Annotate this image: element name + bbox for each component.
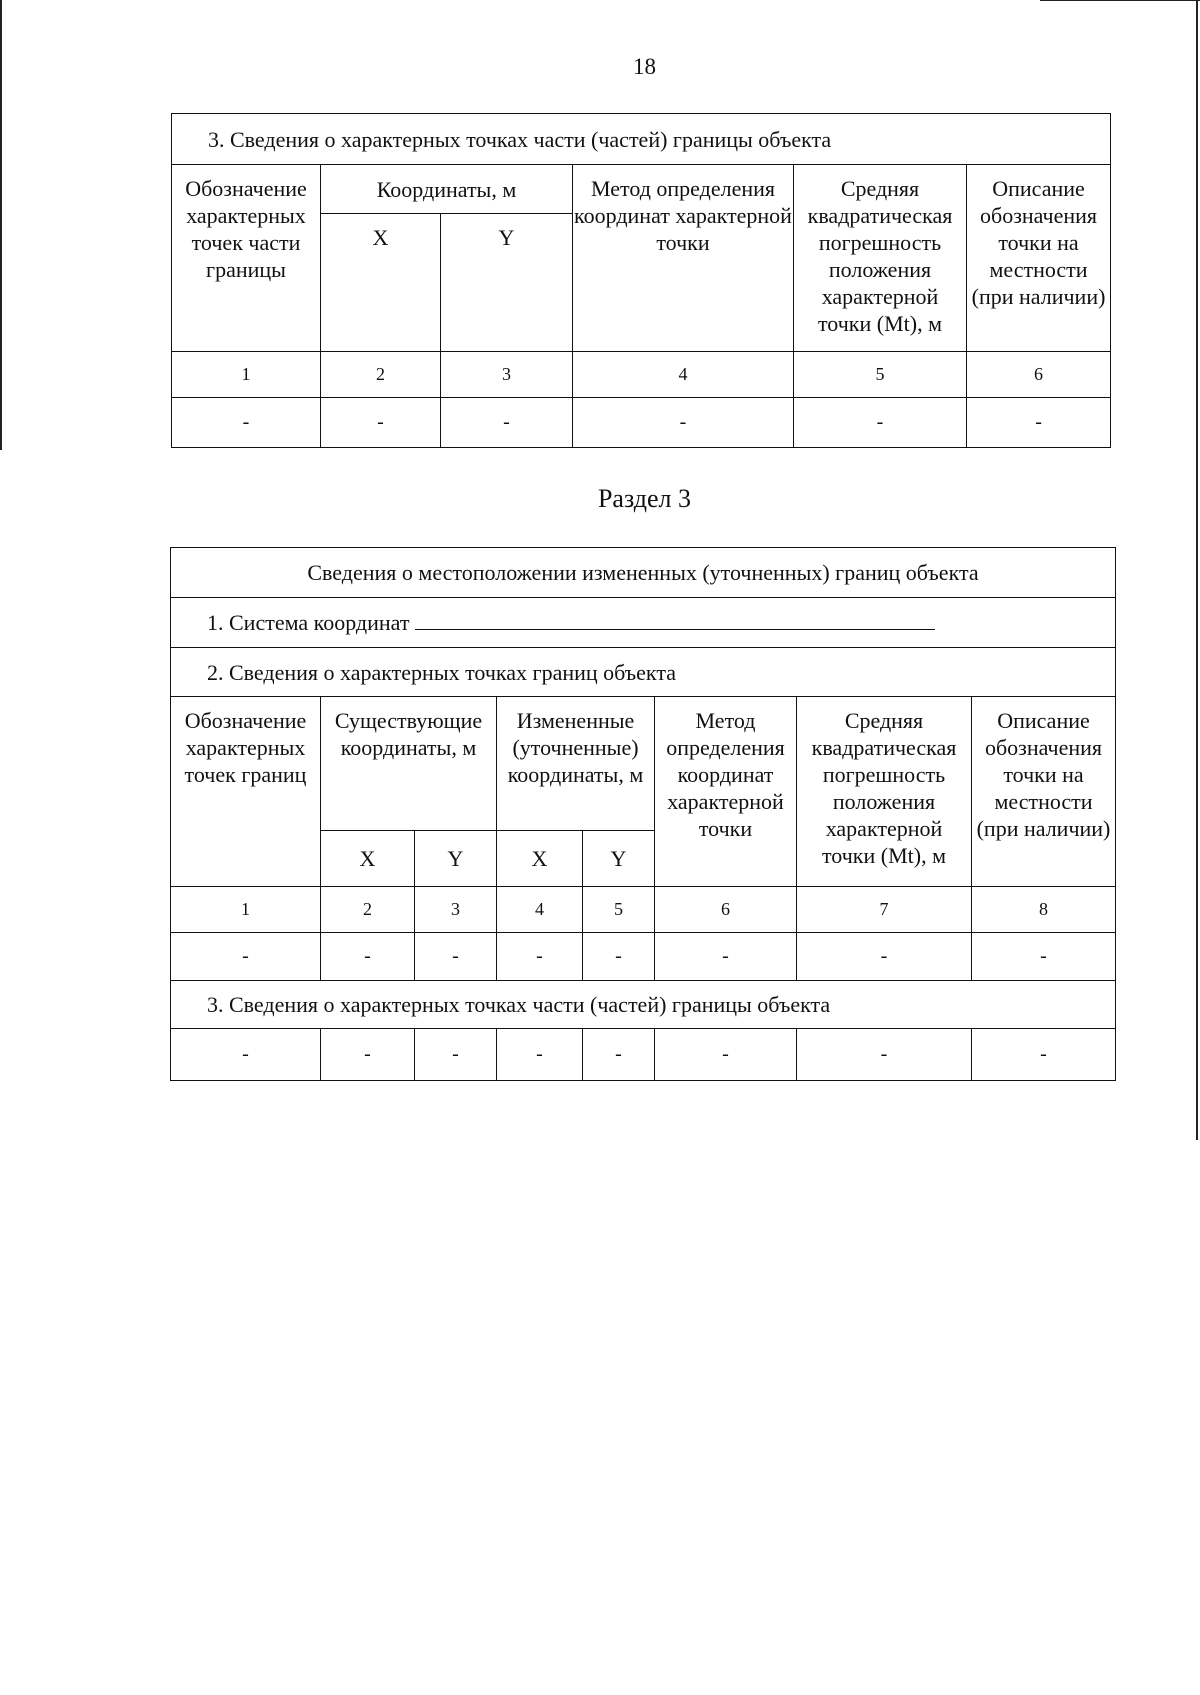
header-changed-coordinates: Измененные (уточненные) координаты, м — [497, 697, 655, 831]
coordinate-system-label: 1. Система координат — [207, 610, 410, 635]
column-number: 1 — [172, 352, 321, 398]
table-cell: - — [797, 933, 972, 981]
table-cell: - — [655, 933, 797, 981]
header-method: Метод определения координат характерной точки — [573, 165, 794, 352]
column-number: 4 — [497, 887, 583, 933]
part-section-title: 3. Сведения о характерных точках части (частей) границы объекта — [171, 981, 1116, 1029]
table-cell: - — [172, 398, 321, 448]
table-cell: - — [321, 398, 441, 448]
table-cell: - — [415, 933, 497, 981]
header-x: X — [321, 214, 441, 352]
table-cell: - — [573, 398, 794, 448]
coordinate-system-blank — [415, 609, 935, 630]
table-cell: - — [497, 1029, 583, 1081]
table-cell: - — [797, 1029, 972, 1081]
characteristic-points-part-table — [171, 113, 1111, 448]
table-cell: - — [415, 1029, 497, 1081]
header-designation: Обозначение характерных точек части границы — [172, 165, 321, 352]
points-section-title: 2. Сведения о характерных точках границ объекта — [171, 648, 1116, 697]
table-cell: - — [967, 398, 1111, 448]
header-y: Y — [441, 214, 573, 352]
header-y: Y — [415, 831, 497, 887]
table-cell: - — [321, 933, 415, 981]
scan-edge-top — [1040, 0, 1200, 1]
column-number: 6 — [967, 352, 1111, 398]
scan-edge-right — [1196, 0, 1198, 1140]
header-method: Метод определения координат характерной точки — [655, 697, 797, 887]
coordinate-system-row — [171, 598, 1116, 648]
table-cell: - — [171, 933, 321, 981]
table-cell: - — [655, 1029, 797, 1081]
table-cell: - — [321, 1029, 415, 1081]
column-number: 8 — [972, 887, 1116, 933]
header-description: Описание обозначения точки на местности (при наличии) — [967, 165, 1111, 352]
header-x: X — [321, 831, 415, 887]
column-number: 1 — [171, 887, 321, 933]
changed-boundaries-table — [170, 547, 1116, 1081]
table-cell: - — [583, 1029, 655, 1081]
column-number: 7 — [797, 887, 972, 933]
table-title: 3. Сведения о характерных точках части (частей) границы объекта — [172, 114, 1111, 165]
column-number: 5 — [794, 352, 967, 398]
table-title: Сведения о местоположении измененных (уточненных) границ объекта — [171, 548, 1116, 598]
column-number: 2 — [321, 887, 415, 933]
column-number: 2 — [321, 352, 441, 398]
header-existing-coordinates: Существующие координаты, м — [321, 697, 497, 831]
column-number: 3 — [415, 887, 497, 933]
header-x: X — [497, 831, 583, 887]
column-number: 6 — [655, 887, 797, 933]
table-cell: - — [972, 1029, 1116, 1081]
column-number: 3 — [441, 352, 573, 398]
table-cell: - — [497, 933, 583, 981]
header-y: Y — [583, 831, 655, 887]
header-designation: Обозначение характерных точек границ — [171, 697, 321, 887]
table-cell: - — [441, 398, 573, 448]
header-coordinates: Координаты, м — [321, 165, 573, 214]
column-number: 5 — [583, 887, 655, 933]
table-cell: - — [972, 933, 1116, 981]
header-error: Средняя квадратическая погрешность положения характерной точки (Mt), м — [797, 697, 972, 887]
page-number: 18 — [633, 54, 656, 79]
column-number: 4 — [573, 352, 794, 398]
table-cell: - — [794, 398, 967, 448]
table-cell: - — [583, 933, 655, 981]
table-cell: - — [171, 1029, 321, 1081]
header-description: Описание обозначения точки на местности (при наличии) — [972, 697, 1116, 887]
header-error: Средняя квадратическая погрешность положения характерной точки (Mt), м — [794, 165, 967, 352]
section-heading: Раздел 3 — [597, 484, 692, 513]
